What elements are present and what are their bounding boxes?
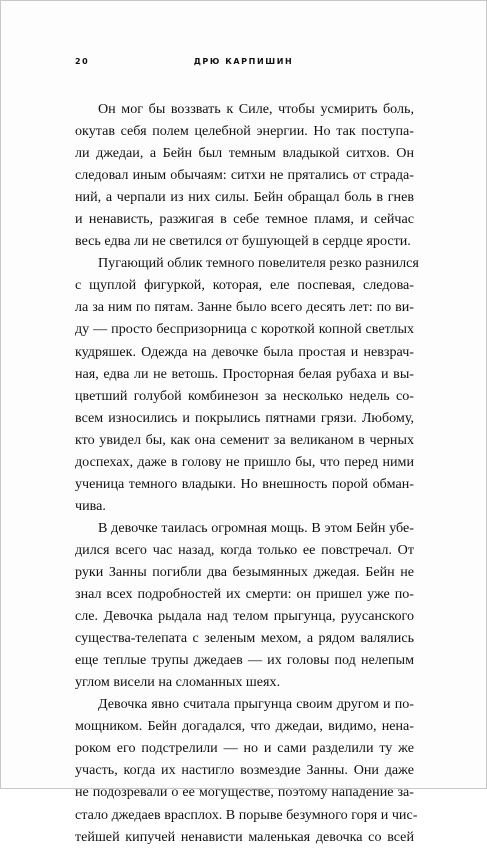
text-line: окутав себя полем целебной энергии. Но так поступа-: [75, 123, 414, 140]
text-line: ла за ним по пятам. Занне было всего десять лет: по ви-: [75, 299, 414, 316]
text-line: кто увидел бы, как она семенит за великаном в черных: [75, 431, 414, 448]
text-line: следовал иным обычаям: ситхи не прятались от страда-: [75, 167, 414, 184]
running-head: [75, 57, 412, 69]
text-line: углом висели на сломанных шеях.: [75, 674, 281, 691]
text-line: руки Занны погибли два безымянных джедая. Бейн не: [75, 563, 414, 580]
text-line: В девочке таилась огромная мощь. В этом Бейн убе-: [98, 519, 414, 536]
paragraph: [75, 98, 414, 252]
text-line: тейшей кипучей ненависти маленькая девочка со всей: [75, 828, 414, 845]
text-line: с щуплой фигуркой, которая, еле поспевая, следова-: [75, 277, 414, 294]
text-line: ученица темного владыки. Но внешность порой обман-: [75, 475, 414, 492]
text-line: участь, когда их настигло возмездие Занны. Они даже: [75, 762, 414, 779]
text-line: Пугающий облик темного повелителя резко разнился: [98, 255, 419, 272]
text-line: Он мог бы воззвать к Силе, чтобы усмирить боль,: [98, 101, 414, 117]
text-line: и ненависть, разжигая в себе темное пламя, и сейчас: [75, 211, 414, 228]
text-line: сле. Девочка рыдала над телом прыгунца, руусанского: [75, 608, 414, 625]
text-line: весь едва ли не светился от бушующей в сердце ярости.: [75, 233, 411, 250]
text-line: цветший голубой комбинезон за несколько недель со-: [75, 387, 414, 404]
page-number: 20: [75, 57, 90, 66]
text-line: знал всех подробностей их смерти: он пришел уже по-: [75, 586, 414, 603]
paragraph: [75, 693, 418, 847]
text-line: роком его подстрелили — но и сами разделили ту же: [75, 740, 414, 757]
text-line: существа-телепата с зеленым мехом, а рядом валялись: [75, 630, 414, 647]
text-line: доспехах, даже в голову не пришло бы, что перед ними: [75, 453, 414, 470]
running-head-author: ДРЮ КАРПИШИН: [193, 57, 294, 66]
text-line: кудряшек. Одежда на девочке была простая и невзрач-: [75, 343, 414, 360]
paragraph: [75, 517, 414, 693]
text-line: не подозревали о ее могуществе, поэтому нападение за-: [75, 784, 414, 801]
text-line: дился всего час назад, когда только ее повстречал. От: [75, 541, 414, 558]
text-line: чива.: [75, 497, 106, 514]
text-line: стало джедаев врасплох. В порыве безумного горя и чис-: [75, 806, 418, 823]
text-line: еще теплые трупы джедаев — их головы под нелепым: [75, 652, 414, 669]
paragraph: [75, 252, 419, 517]
text-line: Девочка явно считала прыгунца своим другом и по-: [98, 696, 414, 713]
text-line: ний, а черпали из них силы. Бейн обращал боль в гнев: [75, 189, 414, 206]
text-line: ду — просто беспризорница с короткой копной светлых: [75, 321, 414, 338]
text-line: всем износились и покрылись пятнами грязи. Любому,: [75, 409, 414, 426]
text-line: мощником. Бейн догадался, что джедаи, видимо, нена-: [75, 718, 414, 735]
text-line: ли джедаи, а Бейн был темным владыкой ситхов. Он: [75, 145, 414, 162]
body-text: [75, 98, 419, 848]
text-line: ная, едва ли не ветошь. Просторная белая рубаха и вы-: [75, 365, 414, 382]
